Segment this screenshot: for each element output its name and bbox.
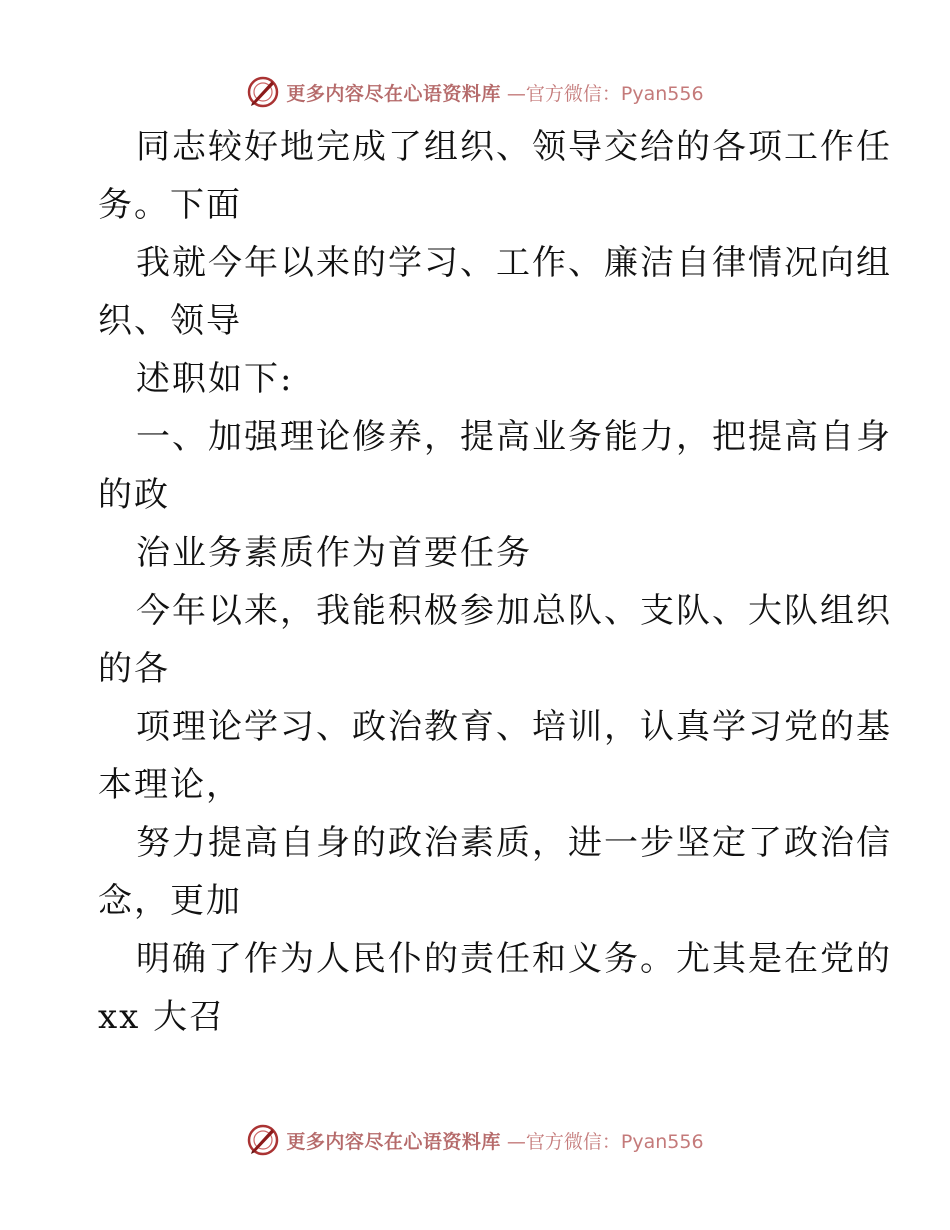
watermark-main-text: 更多内容尽在心语资料库 [286, 82, 501, 105]
text-line: 项理论学习、政治教育、培训，认真学习党的基 [136, 707, 892, 747]
text-line: 的政 [98, 475, 170, 515]
text-line: 努力提高自身的政治素质，进一步坚定了政治信 [136, 823, 892, 863]
text-line: 述职如下: [136, 359, 294, 399]
quill-pen-logo-icon [246, 75, 280, 109]
text-line: 织、领导 [98, 301, 242, 341]
header-watermark [0, 72, 950, 112]
text-line: 一、加强理论修养，提高业务能力，把提高自身 [136, 417, 892, 457]
text-line: 念，更加 [98, 881, 242, 921]
document-body [98, 118, 892, 1046]
quill-pen-logo-icon [246, 1123, 280, 1157]
text-line: 今年以来，我能积极参加总队、支队、大队组织 [136, 591, 892, 631]
text-line: 的各 [98, 649, 170, 689]
text-line: 务。下面 [98, 185, 242, 225]
text-line: 同志较好地完成了组织、领导交给的各项工作任 [136, 127, 892, 167]
text-line: 本理论， [98, 765, 242, 805]
text-line: 我就今年以来的学习、工作、廉洁自律情况向组 [136, 243, 892, 283]
text-line: 治业务素质作为首要任务 [136, 533, 532, 573]
text-line: xx 大召 [98, 997, 226, 1037]
watermark-main-text: 更多内容尽在心语资料库 [286, 1130, 501, 1153]
watermark-sub-text: —官方微信：Pyan556 [506, 82, 704, 105]
text-line: 明确了作为人民仆的责任和义务。尤其是在党的 [136, 939, 892, 979]
footer-watermark [0, 1120, 950, 1160]
watermark-sub-text: —官方微信：Pyan556 [506, 1130, 704, 1153]
